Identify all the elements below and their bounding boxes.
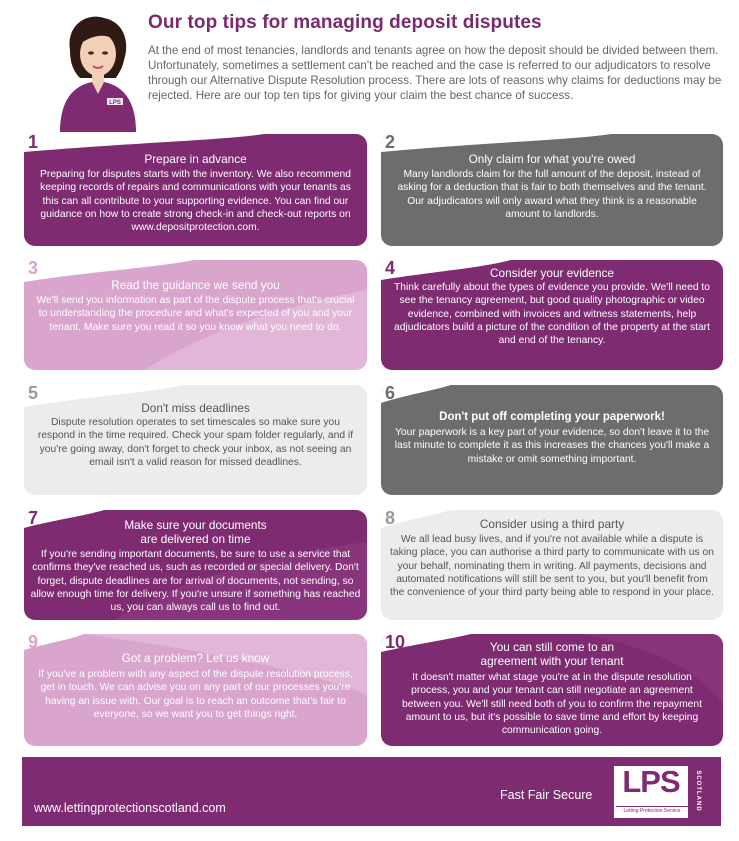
- tip-body: Your paperwork is a key part of your evidence, so don't leave it to the last minute to complete it as this increases the chances you'll make a mistake or omit something important.: [394, 427, 710, 465]
- tip-body: Dispute resolution operates to set timescales so make sure you respond in the time required. Check your spam folder regularly, and if you're going away, don't forget to check your inbox, as not seeing an email isn't a valid reason for missed deadlines.: [37, 417, 354, 468]
- logo-text: LPS: [622, 764, 680, 799]
- tip-card-2: [381, 134, 723, 246]
- tip-number: 5: [28, 385, 39, 403]
- tip-body: We all lead busy lives, and if you're not available while a dispute is taking place, you can authorise a third party to communicate with us on your behalf, nominating them in writing. All payments, decisions and automated notifications will still be sent to you, but you'll benefit from the convenience of your third party being able to respond in your place.: [390, 534, 714, 599]
- tip-number: 4: [385, 260, 396, 278]
- tip-body: If you're sending important documents, be sure to use a service that confirms they've reached us, such as recorded or special delivery. Don't forget, dispute deadlines are for arrival of documents, not sending, so allow enough time for delivery. If you're unsure if something has reached us, you can always call us to find out.: [30, 549, 361, 614]
- tip-body: It doesn't matter what stage you're at in the dispute resolution process, you and your tenant can still negotiate an agreement between you. We'll still need both of you to confirm the repayment amount to us, but it's possible to save time and effort by keeping communication going.: [402, 672, 702, 737]
- tip-card-8: [381, 510, 723, 620]
- tip-body: We'll send you information as part of the dispute process that's crucial to understanding the procedure and what's expected of you and your tenant. Make sure you read it so you know what you need to do.: [36, 295, 355, 333]
- website-link[interactable]: www.lettingprotectionscotland.com: [34, 801, 226, 815]
- tip-card-1: [24, 134, 367, 246]
- tip-body: Think carefully about the types of evidence you provide. We'll need to see the tenancy agreement, but good quality photographic or video evidence, combined with invoices and witness statements, help adjudicators build a picture of the condition of the property at the start and end of the tenancy.: [393, 282, 711, 347]
- tip-number: 9: [28, 634, 39, 652]
- lps-logo: [614, 766, 707, 818]
- tip-number: 7: [28, 510, 39, 528]
- footer-tagline: Fast Fair Secure: [500, 788, 593, 802]
- tip-card-5: [24, 385, 367, 495]
- tip-card-4: [381, 260, 723, 370]
- tip-card-3: [24, 260, 367, 370]
- page-title: Our top tips for managing deposit disputes: [148, 12, 542, 33]
- logo-subtitle: Letting Protection Service: [616, 806, 688, 814]
- tip-title: Read the guidance we send you: [111, 278, 280, 292]
- tip-title: Consider using a third party: [479, 517, 625, 531]
- tip-card-6: [381, 385, 723, 495]
- tip-title: Don't miss deadlines: [141, 401, 250, 415]
- tip-title: Only claim for what you're owed: [468, 152, 636, 166]
- avatar-badge-text: LPS: [109, 100, 121, 106]
- tip-number: 6: [385, 385, 396, 403]
- tip-number: 8: [385, 510, 396, 528]
- logo-region-band: [688, 766, 707, 818]
- tip-card-9: [24, 634, 367, 746]
- tip-number: 10: [385, 634, 406, 652]
- tip-title: Don't put off completing your paperwork!: [439, 411, 665, 423]
- advisor-avatar: [52, 14, 142, 132]
- tip-number: 1: [28, 134, 39, 152]
- tip-number: 3: [28, 260, 39, 278]
- tip-title: Consider your evidence: [490, 266, 614, 280]
- tip-body: Preparing for disputes starts with the inventory. We also recommend keeping records of repairs and communications with your tenants as this can all contribute to your supporting evidence. You can find our guidance on how to create strong check-in and check-out reports on www.depositprotection.com.: [40, 169, 351, 234]
- intro-paragraph: At the end of most tenancies, landlords and tenants agree on how the deposit should be divided between them. Unfortunately, sometimes a settlement can't be reached and the case is referred to our adjudicators to resolve through our Alternative Dispute Resolution process. There are lots of reasons why claims for deductions may be rejected. Here are our top ten tips for giving your claim the best chance of success.: [148, 44, 722, 102]
- tip-title: Prepare in advance: [144, 152, 247, 166]
- tip-body: If you've a problem with any aspect of the dispute resolution process, get in touch. We can advise you on any part of our processes you're having an issue with. Our goal is to reach an outcome that's fair to everyone, so we want you to get things right.: [38, 669, 353, 720]
- logo-region: SCOTLAND: [695, 770, 701, 812]
- tip-number: 2: [385, 134, 396, 152]
- footer-bar: [22, 757, 721, 826]
- tip-card-10: [381, 634, 723, 746]
- tip-title: You can still come to an agreement with your tenant: [480, 640, 624, 668]
- tip-body: Many landlords claim for the full amount of the deposit, instead of asking for a deduction that is fair to both themselves and the tenant. Our adjudicators will only award what they think is a reasonable amount to landlords.: [397, 169, 707, 220]
- tip-title: Make sure your documents are delivered on time: [124, 518, 267, 546]
- tip-card-7: [24, 510, 367, 620]
- tip-title: Got a problem? Let us know: [121, 651, 270, 665]
